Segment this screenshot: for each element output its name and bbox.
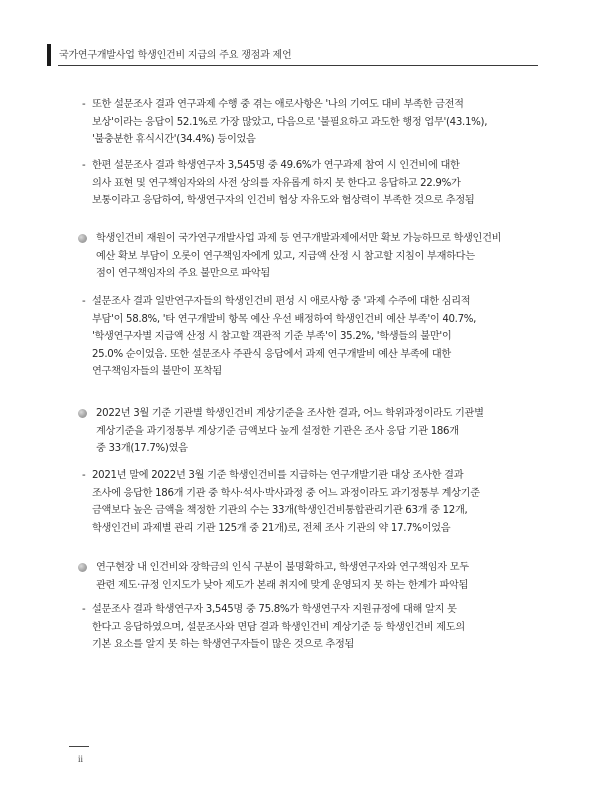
- text-line: '불충분한 휴식시간'(34.4%) 등이었음: [92, 134, 256, 145]
- bullet-icon: [78, 563, 87, 572]
- text-line: 한편 설문조사 결과 학생연구자 3,545명 중 49.6%가 연구과제 참여 시 인건비에 대한: [92, 160, 460, 171]
- bullet-icon: [78, 234, 87, 243]
- footer-rule: [69, 746, 89, 747]
- text-line: 2022년 3월 기준 기관별 학생인건비 계상기준을 조사한 결과, 어느 학위과정이라도 기관별: [96, 408, 484, 419]
- text-line: 계상기준을 과기정통부 계상기준 금액보다 높게 설정한 기관은 조사 응답 기관 186개: [96, 425, 459, 437]
- text-line: 한다고 응답하였으며, 설문조사와 면담 결과 학생인건비 계상기준 등 학생인건비 제도의: [92, 621, 465, 633]
- dash-marker: -: [82, 160, 86, 171]
- page-number: ii: [78, 754, 84, 764]
- text-line: 25.0% 순이었음. 또한 설문조사 주관식 응답에서 과제 연구개발비 예산 부족에 대한: [92, 348, 451, 360]
- text-line: 2021년 말에 2022년 3월 기준 학생인건비를 지급하는 연구개발기관 대상 조사한 결과: [92, 470, 464, 481]
- text-line: 조사에 응답한 186개 기관 중 학사·석사·박사과정 중 어느 과정이라도 과기정통부 계상기준: [92, 487, 480, 499]
- text-line: 또한 설문조사 결과 연구과제 수행 중 겪는 애로사항은 '나의 기여도 대비 부족한 금전적: [92, 99, 464, 110]
- header-bar: [47, 44, 51, 66]
- text-line: 기본 요소를 알지 못 하는 학생연구자들이 많은 것으로 추정됨: [92, 639, 355, 650]
- text-line: 학생인건비 과제별 관리 기관 125개 중 21개)로, 전체 조사 기관의 약 17.7%이었음: [92, 522, 451, 534]
- dash-marker: -: [82, 296, 86, 307]
- text-line: 설문조사 결과 일반연구자들의 학생인건비 편성 시 애로사항 중 '과제 수주에 대한 심리적: [92, 296, 471, 307]
- text-line: 설문조사 결과 학생연구자 3,545명 중 75.8%가 학생연구자 지원규정에 대해 알지 못: [92, 604, 457, 615]
- text-line: 연구현장 내 인건비와 장학금의 인식 구분이 불명확하고, 학생연구자와 연구책임자 모두: [96, 562, 469, 573]
- dash-marker: -: [82, 604, 86, 615]
- text-line: 점이 연구책임자의 주요 불만으로 파악됨: [96, 268, 270, 279]
- dash-marker: -: [82, 470, 86, 481]
- text-line: 중 33개(17.7%)였음: [96, 443, 188, 454]
- text-line: 관련 제도·규정 인지도가 낮아 제도가 본래 취지에 맞게 운영되지 못 하는 한계가 파악됨: [96, 579, 469, 591]
- running-header: 국가연구개발사업 학생인건비 지급의 주요 쟁점과 제언: [59, 50, 292, 61]
- header-rule: [58, 65, 538, 66]
- text-line: 학생인건비 재원이 국가연구개발사업 과제 등 연구개발과제에서만 확보 가능하므로 학생인건비: [96, 233, 502, 244]
- dash-marker: -: [82, 99, 86, 110]
- text-line: 금액보다 높은 금액을 책정한 기관의 수는 33개(학생인건비통합관리기관 63개 중 12개,: [92, 505, 468, 516]
- bullet-icon: [78, 409, 87, 418]
- text-line: 연구책임자들의 불만이 포착됨: [92, 366, 222, 377]
- text-line: 보상'이라는 응답이 52.1%로 가장 많았고, 다음으로 '불필요하고 과도한 행정 업무'(43.1%),: [92, 116, 488, 128]
- text-line: 보통이라고 응답하여, 학생연구자의 인건비 협상 자유도와 협상력이 부족한 것으로 추정됨: [92, 195, 475, 206]
- text-line: 예산 확보 부담이 오롯이 연구책임자에게 있고, 지급액 산정 시 참고할 지침이 부재하다는: [96, 250, 475, 262]
- text-line: 부담'이 58.8%, '타 연구개발비 항목 예산 우선 배정하여 학생인건비 예산 부족'이 40.7%,: [92, 313, 477, 325]
- text-line: 의사 표현 및 연구책임자와의 사전 상의를 자유롭게 하지 못 한다고 응답하고 22.9%가: [92, 177, 461, 189]
- text-line: '학생연구자별 지급액 산정 시 참고할 객관적 기준 부족'이 35.2%, '학생들의 불만'이: [92, 331, 452, 342]
